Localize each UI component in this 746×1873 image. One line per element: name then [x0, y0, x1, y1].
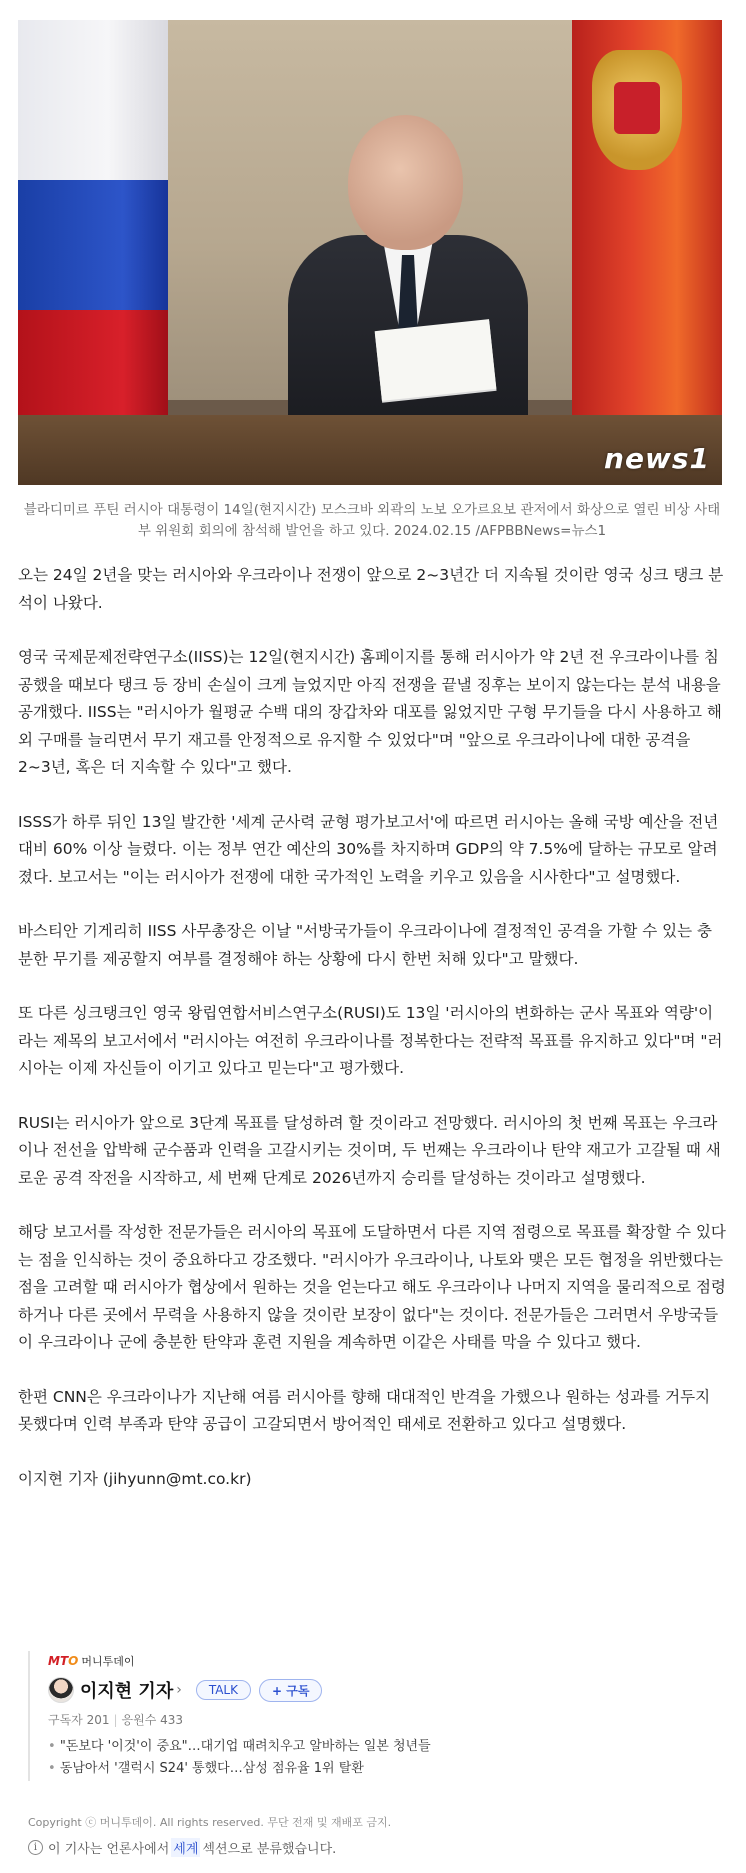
emblem-shield [614, 82, 660, 134]
article-paragraph: 영국 국제문제전략연구소(IISS)는 12일(현지시간) 홈페이지를 통해 러시아가 약 2년 전 우크라이나를 침공했을 때보다 탱크 등 장비 손실이 크게 늘었지만 아직 전쟁을 끝낼 징후는 보이지 않는다는 분석 내용을 공개했다. IISS는 "러시아가 월평균 수백 대의 장갑차와 대포를 잃었지만 구형 무기들을 다시 사용하고 해외 구매를 늘리면서 무기 재고를 안정적으로 유지할 수 있었다"며 "앞으로 우크라이나에 대한 공격을 2~3년, 혹은 더 지속할 수 있다"고 했다. [18, 648, 722, 776]
info-icon: i [28, 1840, 43, 1855]
article-paragraph: RUSI는 러시아가 앞으로 3단계 목표를 달성하려 할 것이라고 전망했다. 러시아의 첫 번째 목표는 우크라이나 전선을 압박해 군수품과 인력을 고갈시키는 것이며, 두 번째는 우크라이나 탄약 재고가 고갈될 때 새로운 공격 작전을 시작하고, 세 번째 단계로 2026년까지 승리를 달성하는 것이라고 설명했다. [18, 1113, 721, 1187]
author-name-link[interactable]: 이지현 기자 [80, 1681, 174, 1702]
article-paragraph: ISSS가 하루 뒤인 13일 발간한 '세계 군사력 균형 평가보고서'에 따르면 러시아는 올해 국방 예산을 전년 대비 60% 이상 늘렸다. 이는 정부 연간 예산의 30%를 차지하며 GDP의 약 7.5%에 달하는 규모로 알려졌다. 보고서는 "이는 러시아가 전쟁에 대한 국가적인 노력을 키우고 있음을 시사한다"고 설명했다. [18, 812, 719, 886]
mt-logo: MTO [48, 1654, 79, 1668]
photo-caption: 블라디미르 푸틴 러시아 대통령이 14일(현지시간) 모스크바 외곽의 노보 오가르요보 관저에서 화상으로 열린 비상 사태부 위원회 회의에 참석해 발언을 하고 있다. 2024.02.15 /AFPBBNews=뉴스1 [23, 502, 721, 539]
classify-suffix: 섹션으로 분류했습니다. [202, 1842, 337, 1857]
flag-blue-stripe [18, 180, 168, 310]
article-paragraph: 바스티안 기게리히 IISS 사무총장은 이날 "서방국가들이 우크라이나에 결정적인 공격을 가할 수 있는 충분한 무기를 제공할지 여부를 결정해야 하는 상황에 다시 한번 처해 있다"고 말했다. [18, 922, 712, 968]
section-classification [28, 1838, 336, 1857]
article-paragraph: 해당 보고서를 작성한 전문가들은 러시아의 목표에 도달하면서 다른 지역 점령으로 목표를 확장할 수 있다는 점을 인식하는 것이 중요하다고 강조했다. "러시아가 우크라이나, 나토와 맺은 모든 협정을 위반했다는 점을 고려할 때 러시아가 협상에서 원하는 것을 얻는다고 해도 우크라이나 나머지 지역을 물리적으로 점령하거나 다른 곳에서 무력을 사용하지 않을 것이란 보장이 없다"는 것이다. 전문가들은 그러면서 우방국들이 우크라이나 군에 충분한 탄약과 훈련 지원을 계속하면 이같은 사태를 막을 수 있다고 했다. [18, 1223, 726, 1351]
headline-link[interactable]: • "돈보다 '이것'이 중요"…대기업 때려치우고 알바하는 일본 청년들 [48, 1736, 708, 1758]
cheer-count: 응원수 433 [121, 1713, 184, 1727]
author-stats [48, 1711, 708, 1728]
copyright-notice: Copyright ⓒ 머니투데이. All rights reserved. 무단 전재 및 재배포 금지. [28, 1816, 392, 1829]
papers [375, 319, 497, 401]
author-row [48, 1675, 708, 1705]
reporter-byline: 이지현 기자 (jihyunn@mt.co.kr) [18, 1469, 252, 1488]
section-link-world[interactable]: 세계 [171, 1838, 200, 1857]
talk-button[interactable]: TALK [196, 1680, 251, 1700]
press-name: 머니투데이 [81, 1655, 135, 1668]
article-body [18, 562, 726, 1520]
reporter-card [28, 1651, 708, 1781]
article-paragraph: 또 다른 싱크탱크인 영국 왕립연합서비스연구소(RUSI)도 13일 '러시아의 변화하는 군사 목표와 역량'이라는 제목의 보고서에서 "러시아는 여전히 우크라이나를 정복한다는 전략적 목표를 유지하고 있다"며 "러시아는 이제 자신들이 이기고 있다고 믿는다"고 평가했다. [18, 1004, 723, 1077]
press-brand[interactable] [48, 1651, 708, 1671]
related-headlines [48, 1736, 708, 1780]
avatar[interactable] [48, 1677, 74, 1703]
head [348, 115, 463, 250]
article-photo [18, 20, 722, 485]
subscriber-count: 구독자 201 [48, 1713, 110, 1727]
classify-prefix: 이 기사는 언론사에서 [48, 1842, 170, 1857]
subscribe-button[interactable]: + 구독 [259, 1679, 322, 1702]
article-paragraph: 한편 CNN은 우크라이나가 지난해 여름 러시아를 향해 대대적인 반격을 가했으나 원하는 성과를 거두지 못했다며 인력 부족과 탄약 공급이 고갈되면서 방어적인 태세로 전환하고 있다고 설명했다. [18, 1387, 711, 1433]
headline-link[interactable]: • 동남아서 '갤럭시 S24' 통했다…삼성 점유율 1위 탈환 [48, 1758, 708, 1780]
chevron-right-icon[interactable]: › [176, 1682, 182, 1698]
stats-divider: | [113, 1713, 118, 1727]
article-paragraph: 오는 24일 2년을 맞는 러시아와 우크라이나 전쟁이 앞으로 2~3년간 더 지속될 것이란 영국 싱크 탱크 분석이 나왔다. [18, 566, 724, 612]
news1-watermark-logo: news1 [604, 442, 710, 475]
